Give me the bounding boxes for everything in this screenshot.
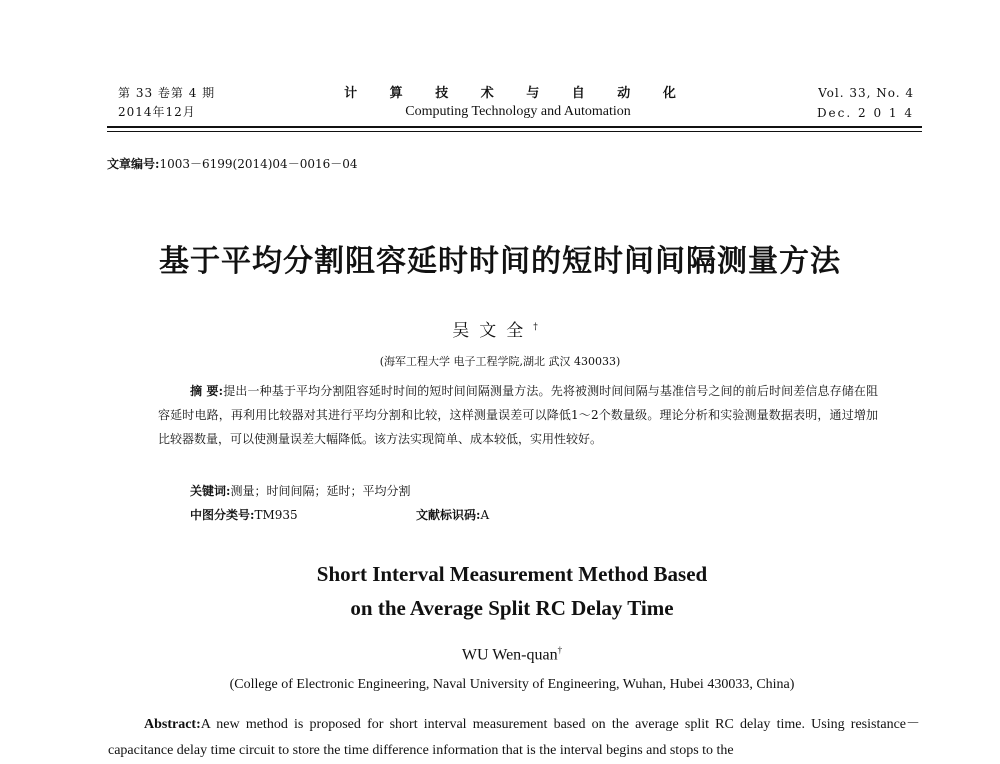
date-cn: 2014年12月	[118, 105, 196, 119]
date-en: Dec. 2 0 1 4	[816, 106, 914, 120]
journal-name-en: Computing Technology and Automation	[405, 104, 631, 119]
document-code-label: 文献标识码:	[416, 508, 481, 522]
header-rule-thick	[107, 126, 922, 128]
abstract-cn-label: 摘 要:	[190, 384, 224, 398]
header-rule-thin	[107, 131, 922, 132]
author-en	[0, 645, 1000, 664]
keywords-cn	[190, 482, 410, 499]
affiliation-cn: (海军工程大学 电子工程学院,湖北 武汉 430033)	[379, 355, 621, 368]
paper-title-en-line2: on the Average Split RC Delay Time	[350, 596, 674, 620]
author-cn-name: 吴文全	[452, 321, 534, 341]
abstract-en-text: A new method is proposed for short interval measurement based on the average split RC delay time. Using resistance－capacitance delay time circuit to store the time difference information that is the interval begins and stops to the	[108, 717, 920, 758]
abstract-en	[108, 712, 920, 764]
classification-label: 中图分类号:	[190, 508, 255, 522]
affiliation-en: (College of Electronic Engineering, Naval University of Engineering, Wuhan, Hubei 430033, China)	[229, 677, 795, 692]
abstract-en-label: Abstract:	[144, 717, 201, 732]
classification-number	[190, 506, 298, 523]
classification-value: TM935	[254, 508, 298, 522]
document-code	[416, 506, 489, 523]
article-number	[107, 155, 358, 172]
abstract-cn	[158, 379, 878, 451]
author-en-name: WU Wen-quan	[461, 646, 558, 664]
keywords-label: 关键词:	[190, 484, 231, 498]
journal-name-cn: 计 算 技 术 与 自 动 化	[344, 86, 690, 101]
volume-cn: 第 33 卷第 4 期	[118, 86, 216, 100]
document-code-value: A	[480, 508, 490, 522]
paper-title-cn: 基于平均分割阻容延时时间的短时间间隔测量方法	[159, 244, 841, 279]
author-cn-mark: †	[533, 322, 548, 333]
author-en-mark: †	[557, 645, 563, 655]
article-number-label: 文章编号:	[107, 157, 160, 171]
abstract-cn-text: 提出一种基于平均分割阻容延时时间的短时间间隔测量方法。先将被测时间间隔与基准信号之间的前后时间差信息存储在阻容延时电路，再利用比较器对其进行平均分割和比较，这样测量误差可以降低1～2个数量级。理论分析和实验测量数据表明，通过增加比较器数量，可以使测量误差大幅降低。该方法实现简单、成本较低，实用性较好。	[158, 384, 878, 446]
author-cn	[0, 316, 1000, 341]
keywords-text: 测量；时间间隔；延时；平均分割	[230, 484, 411, 498]
volume-en: Vol. 33, No. 4	[818, 86, 914, 100]
article-number-value: 1003－6199(2014)04－0016－04	[159, 157, 358, 171]
paper-title-en-line1: Short Interval Measurement Method Based	[316, 562, 708, 586]
